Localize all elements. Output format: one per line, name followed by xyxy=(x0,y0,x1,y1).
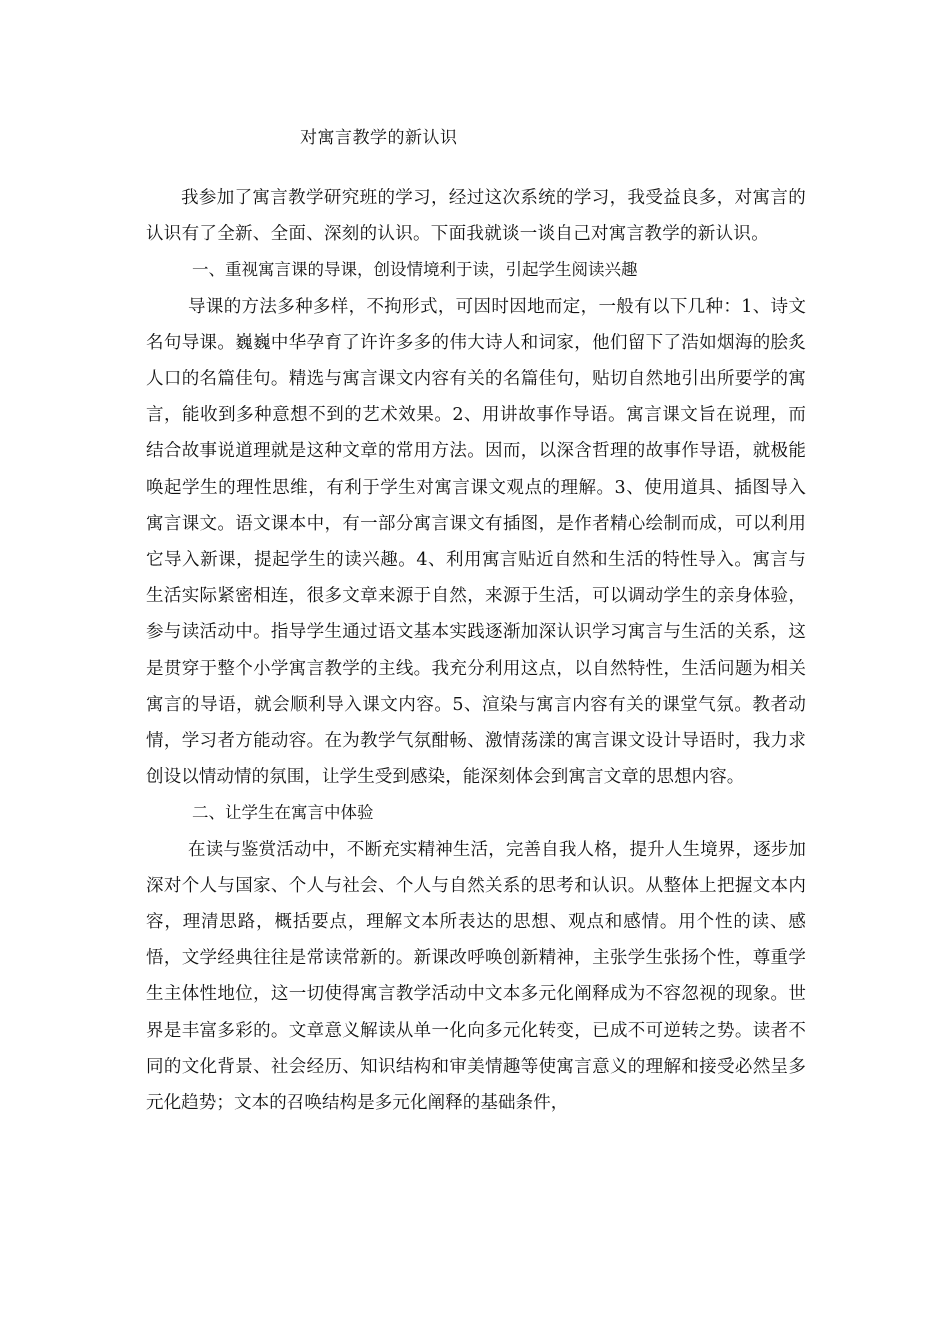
section-heading-2: 二、让学生在寓言中体验 xyxy=(192,803,374,823)
section-2-paragraph: 在读与鉴赏活动中，不断充实精神生活，完善自我人格，提升人生境界，逐步加深对个人与国家、个人与社会、个人与自然关系的思考和认识。从整体上把握文本内容，理清思路，概括要点，理解文本所表达的思想、观点和感情。用个性的读、感悟，文学经典往往是常读常新的。新课改呼唤创新精神，主张学生张扬个性，尊重学生主体性地位，这一切使得寓言教学活动中文本多元化阐释成为不容忽视的现象。世界是丰富多彩的。文章意义解读从单一化向多元化转变，已成不可逆转之势。读者不同的文化背景、社会经历、知识结构和审美情趣等使寓言意义的理解和接受必然呈多元化趋势；文本的召唤结构是多元化阐释的基础条件， xyxy=(146,839,806,1114)
document-title: 对寓言教学的新认识 xyxy=(300,128,458,148)
section-1-paragraph: 导课的方法多种多样，不拘形式，可因时因地而定，一般有以下几种：1、诗文名句导课。巍巍中华孕育了许许多多的伟大诗人和词家，他们留下了浩如烟海的脍炙人口的名篇佳句。精选与寓言课文内容有关的名篇佳句，贴切自然地引出所要学的寓言，能收到多种意想不到的艺术效果。2、用讲故事作导语。寓言课文旨在说理，而结合故事说道理就是这种文章的常用方法。因而，以深含哲理的故事作导语，就极能唤起学生的理性思维，有利于学生对寓言课文观点的理解。3、使用道具、插图导入寓言课文。语文课本中，有一部分寓言课文有插图，是作者精心绘制而成，可以利用它导入新课，提起学生的读兴趣。4、利用寓言贴近自然和生活的特性导入。寓言与生活实际紧密相连，很多文章来源于自然，来源于生活，可以调动学生的亲身体验，参与读活动中。指导学生通过语文基本实践逐渐加深认识学习寓言与生活的关系，这是贯穿于整个小学寓言教学的主线。我充分利用这点，以自然特性，生活问题为相关寓言的导语，就会顺利导入课文内容。5、渲染与寓言内容有关的课堂气氛。教者动情，学习者方能动容。在为教学气氛酣畅、激情荡漾的寓言课文设计导语时，我力求创设以情动情的氛围，让学生受到感染，能深刻体会到寓言文章的思想内容。 xyxy=(146,296,806,788)
section-heading-1: 一、重视寓言课的导课，创设情境利于读，引起学生阅读兴趣 xyxy=(192,260,638,280)
intro-paragraph: 我参加了寓言教学研究班的学习，经过这次系统的学习，我受益良多，对寓言的认识有了全新、全面、深刻的认识。下面我就谈一谈自己对寓言教学的新认识。 xyxy=(146,188,806,245)
document-body xyxy=(146,180,806,1121)
